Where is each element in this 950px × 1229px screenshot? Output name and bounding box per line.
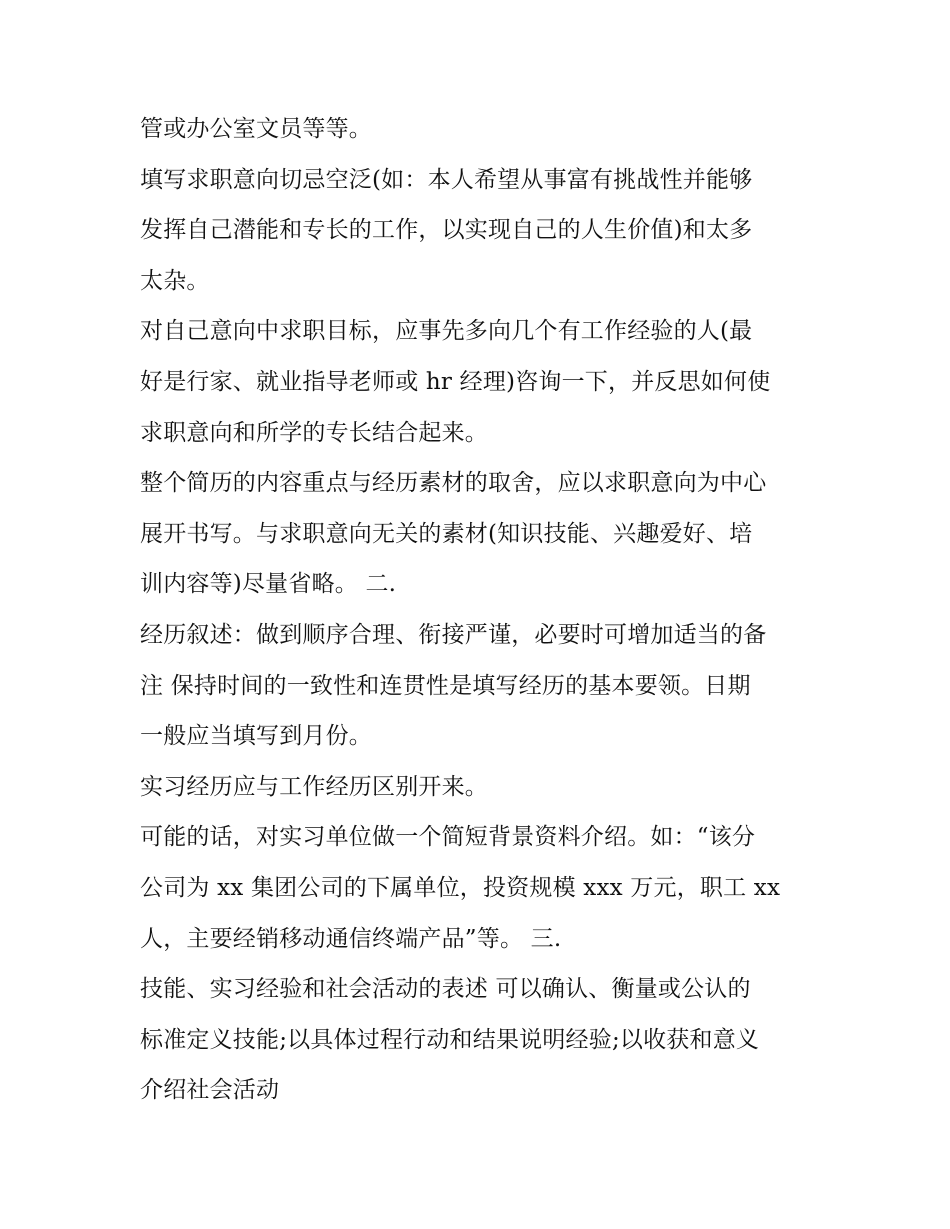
text-line: 人，主要经销移动通信终端产品”等。 三. (140, 925, 562, 952)
text-line: 注 保持时间的一致性和连贯性是填写经历的基本要领。日期 (140, 672, 751, 699)
text-line: 训内容等)尽量省略。 二. (140, 571, 397, 598)
text-line: 公司为 xx 集团公司的下属单位，投资规模 xxx 万元，职工 xx (140, 874, 781, 901)
text-line: 标准定义技能;以具体过程行动和结果说明经验;以收获和意义 (140, 1026, 760, 1053)
text-line: 好是行家、就业指导老师或 hr 经理)咨询一下，并反思如何使 (140, 368, 771, 395)
text-line: 发挥自己潜能和专长的工作，以实现自己的人生价值)和太多 (140, 217, 753, 244)
text-line: 展开书写。与求职意向无关的素材(知识技能、兴趣爱好、培 (140, 520, 753, 547)
text-line: 求职意向和所学的专长结合起来。 (140, 419, 488, 446)
text-line: 对自己意向中求职目标，应事先多向几个有工作经验的人(最 (140, 318, 753, 345)
text-line: 整个简历的内容重点与经历素材的取舍，应以求职意向为中心 (140, 470, 767, 497)
document-body (140, 104, 830, 1116)
text-line: 管或办公室文员等等。 (140, 116, 372, 142)
text-line: 实习经历应与工作经历区别开来。 (140, 773, 488, 800)
text-line: 经历叙述：做到顺序合理、衔接严谨，必要时可增加适当的备 (140, 621, 767, 648)
text-line: 填写求职意向切忌空泛(如：本人希望从事富有挑战性并能够 (140, 166, 753, 193)
text-line: 技能、实习经验和社会活动的表述 可以确认、衡量或公认的 (140, 976, 751, 1003)
text-line: 可能的话，对实习单位做一个简短背景资料介绍。如：“该分 (140, 824, 756, 851)
text-line: 介绍社会活动 (140, 1077, 280, 1104)
text-line: 太杂。 (140, 267, 210, 294)
text-line: 一般应当填写到月份。 (140, 723, 372, 750)
